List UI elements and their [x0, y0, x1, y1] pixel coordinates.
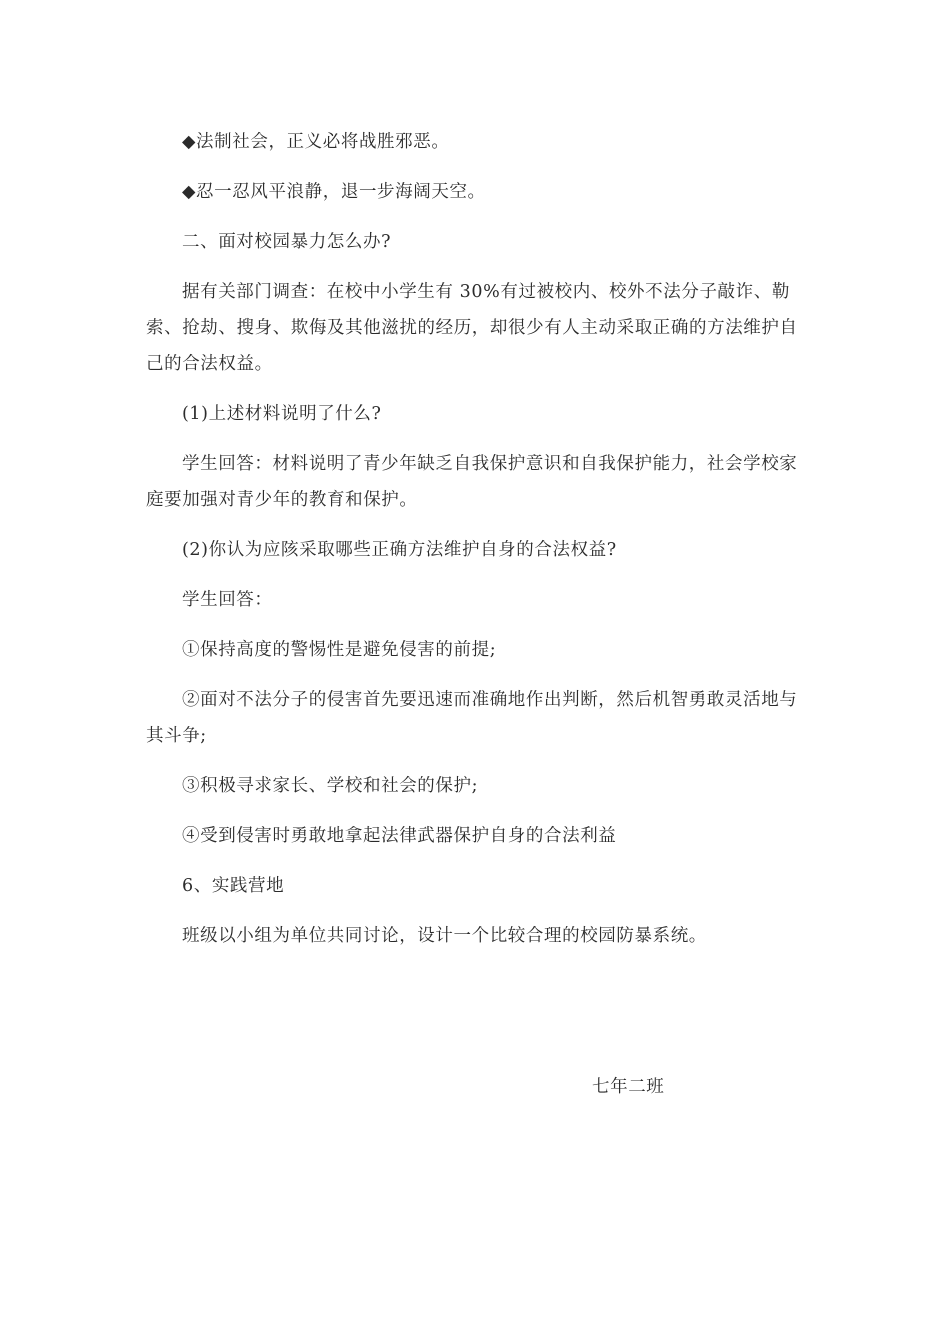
practice-heading: 6、实践营地 — [182, 876, 285, 896]
survey-paragraph: 据有关部门调查：在校中小学生有 30%有过被校内、校外不法分子敲诈、勒索、抢劫、搜身、欺侮及其他滋扰的经历，却很少有人主动采取正确的方法维护自己的合法权益。 — [146, 282, 798, 374]
bullet-paragraph-2: ◆忍一忍风平浪静，退一步海阔天空。 — [182, 182, 486, 202]
section-heading: 二、面对校园暴力怎么办? — [182, 232, 392, 252]
document-body — [146, 124, 806, 954]
question-1: (1)上述材料说明了什么? — [182, 404, 382, 424]
answer-2-label: 学生回答： — [182, 590, 273, 610]
answer-item-2: ②面对不法分子的侵害首先要迅速而准确地作出判断，然后机智勇敢灵活地与其斗争; — [146, 690, 798, 746]
answer-item-4: ④受到侵害时勇敢地拿起法律武器保护自身的合法利益 — [182, 826, 617, 846]
answer-1: 学生回答：材料说明了青少年缺乏自我保护意识和自我保护能力，社会学校家庭要加强对青少年的教育和保护。 — [146, 454, 798, 510]
answer-item-1: ①保持高度的警惕性是避免侵害的前提; — [182, 640, 497, 660]
class-signature: 七年二班 — [592, 1077, 665, 1097]
bullet-paragraph-1: ◆法制社会，正义必将战胜邪恶。 — [182, 132, 450, 152]
practice-paragraph: 班级以小组为单位共同讨论，设计一个比较合理的校园防暴系统。 — [182, 926, 707, 946]
question-2: (2)你认为应陔采取哪些正确方法维护自身的合法权益? — [182, 540, 617, 560]
answer-item-3: ③积极寻求家长、学校和社会的保护; — [182, 776, 479, 796]
